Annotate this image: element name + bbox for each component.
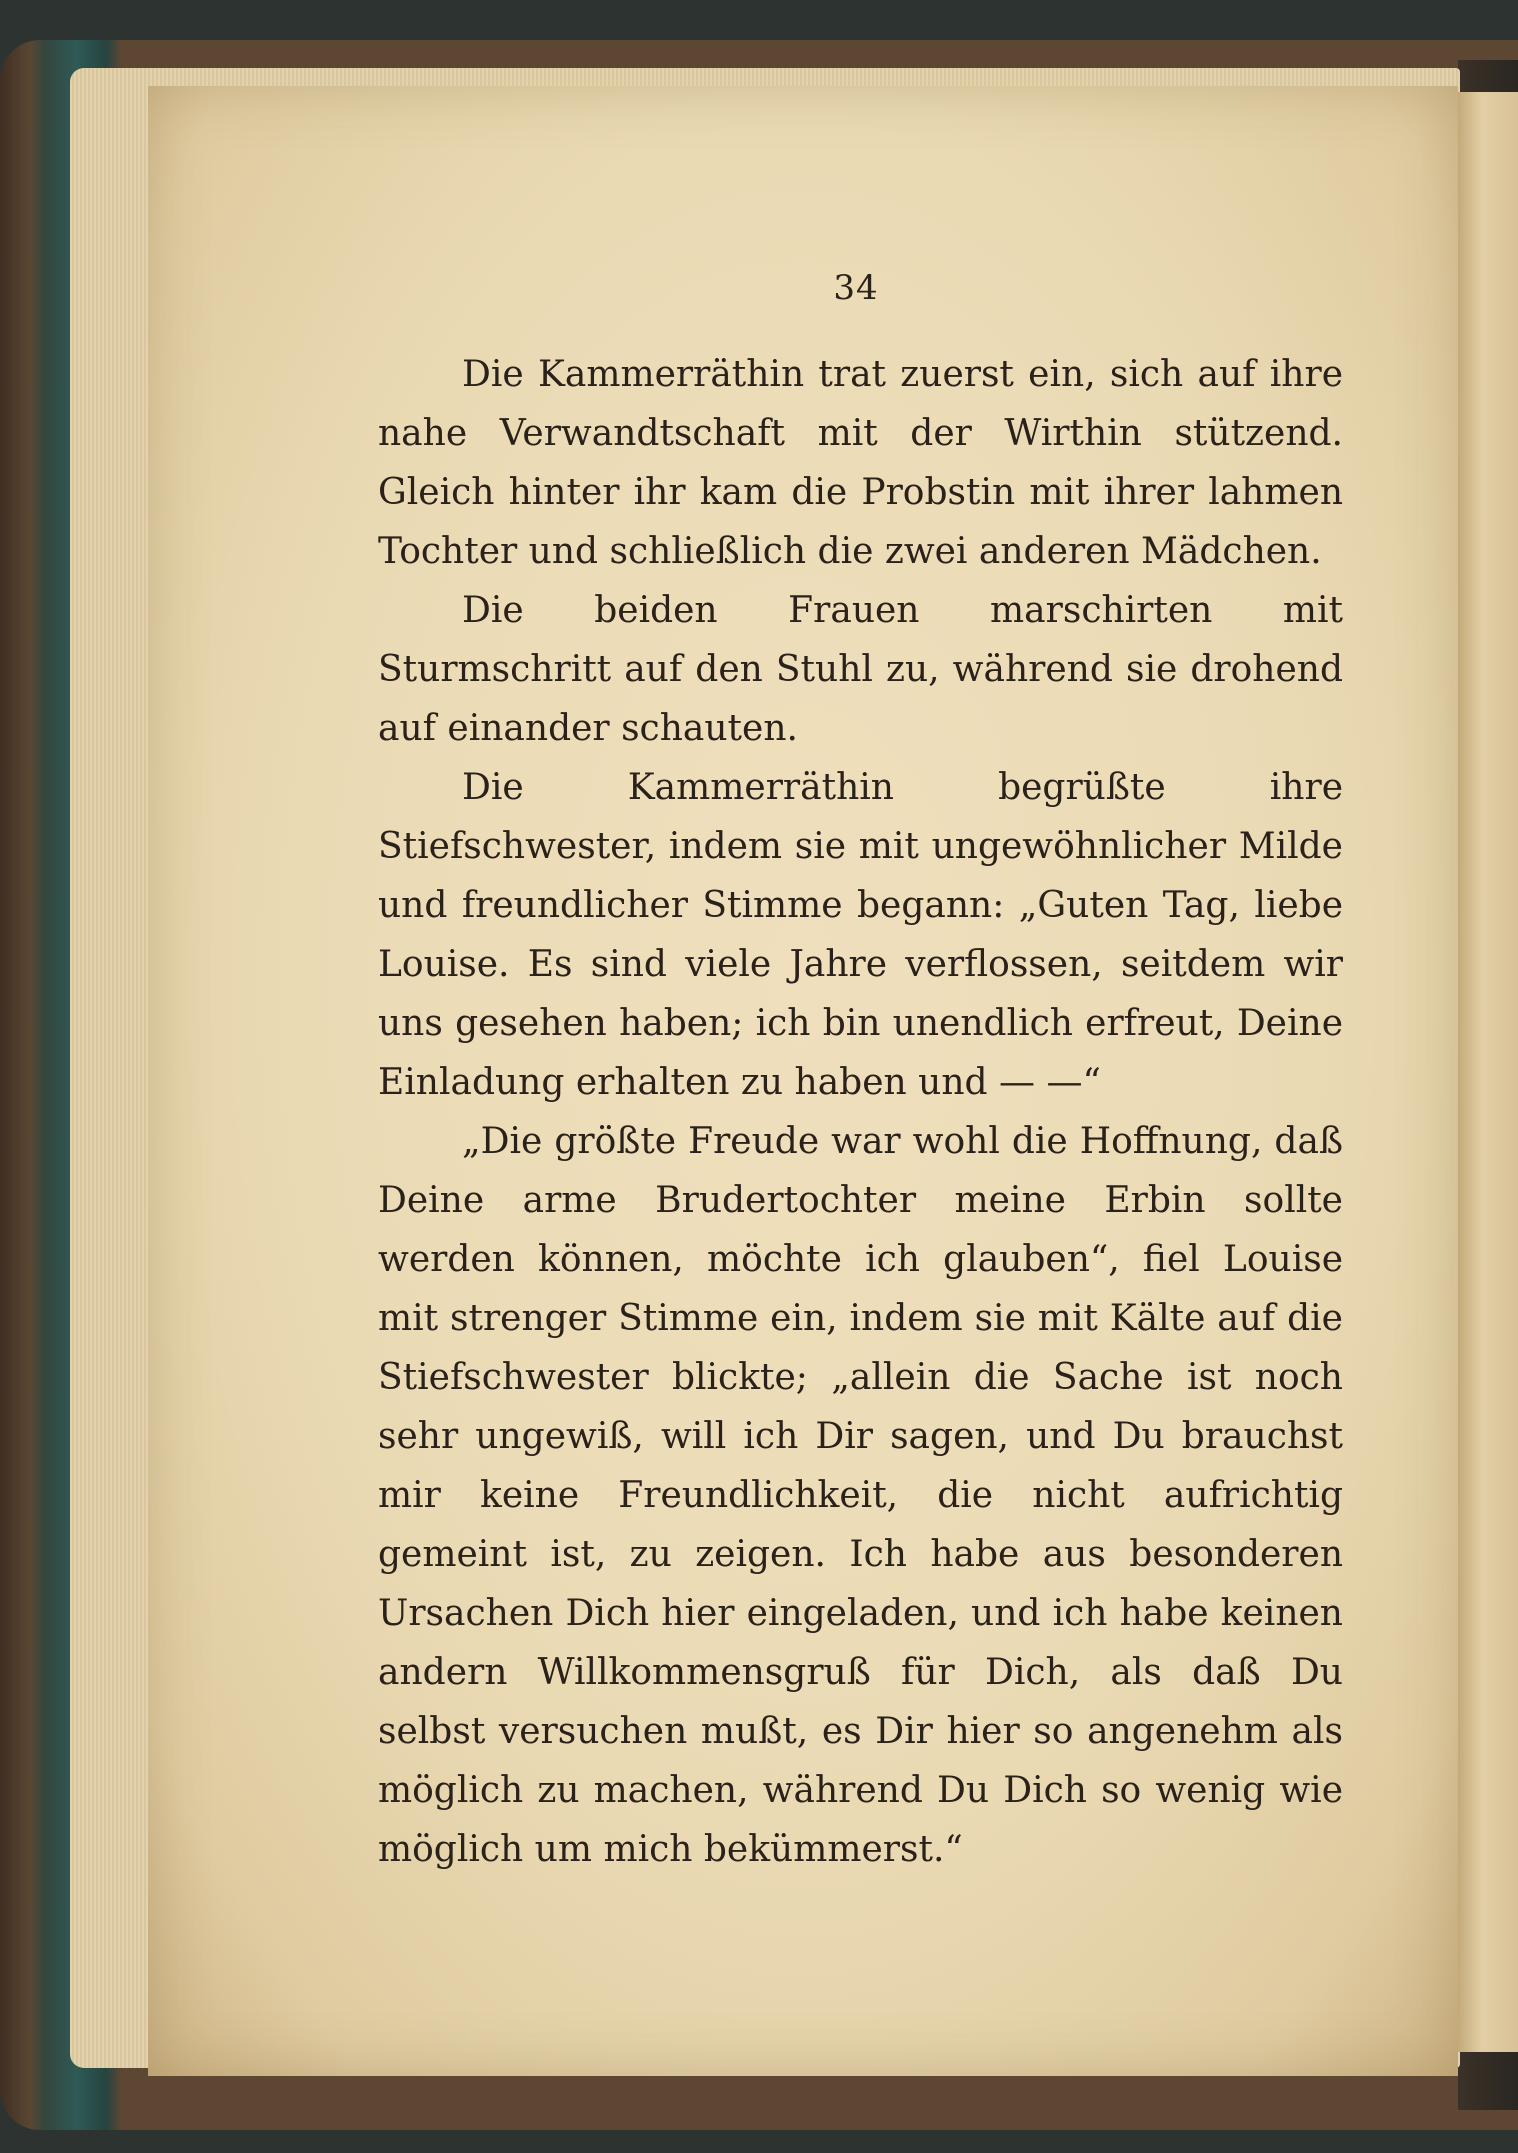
paragraph: „Die größte Freude war wohl die Hoffnung, daß Deine arme Brudertochter meine Erbin sollte werden können, möchte ich glauben“, fiel Louise mit strenger Stimme ein, indem sie mit Kälte auf die Stiefschwester blickte; „allein die Sache ist noch sehr ungewiß, will ich Dir sagen, und Du brauchst mir keine Freundlichkeit, die nicht aufrichtig gemeint ist, zu zeigen. Ich habe aus besonderen Ursachen Dich hier eingeladen, und ich habe keinen andern Willkommensgruß für Dich, als daß Du selbst versuchen mußt, es Dir hier so angenehm als möglich zu machen, während Du Dich so wenig wie möglich um mich bekümmerst.“ <box>378 1121 1343 1870</box>
paragraph: Die Kammerräthin begrüßte ihre Stiefschwester, indem sie mit ungewöhnlicher Milde und freundlicher Stimme begann: „Guten Tag, liebe Louise. Es sind viele Jahre verflossen, seitdem wir uns gesehen haben; ich bin unendlich erfreut, Deine Einladung erhalten zu haben und — —“ <box>378 767 1343 1103</box>
paragraph: Die beiden Frauen marschirten mit Sturmschritt auf den Stuhl zu, während sie drohend auf einander schauten. <box>378 590 1343 749</box>
page-number: 34 <box>833 268 879 308</box>
paragraph: Die Kammerräthin trat zuerst ein, sich auf ihre nahe Verwandtschaft mit der Wirthin stützend. Gleich hinter ihr kam die Probstin mit ihrer lahmen Tochter und schließlich die zwei anderen Mädchen. <box>378 354 1343 572</box>
facing-page-edge <box>1458 92 1518 2052</box>
page-text <box>378 345 1343 1879</box>
